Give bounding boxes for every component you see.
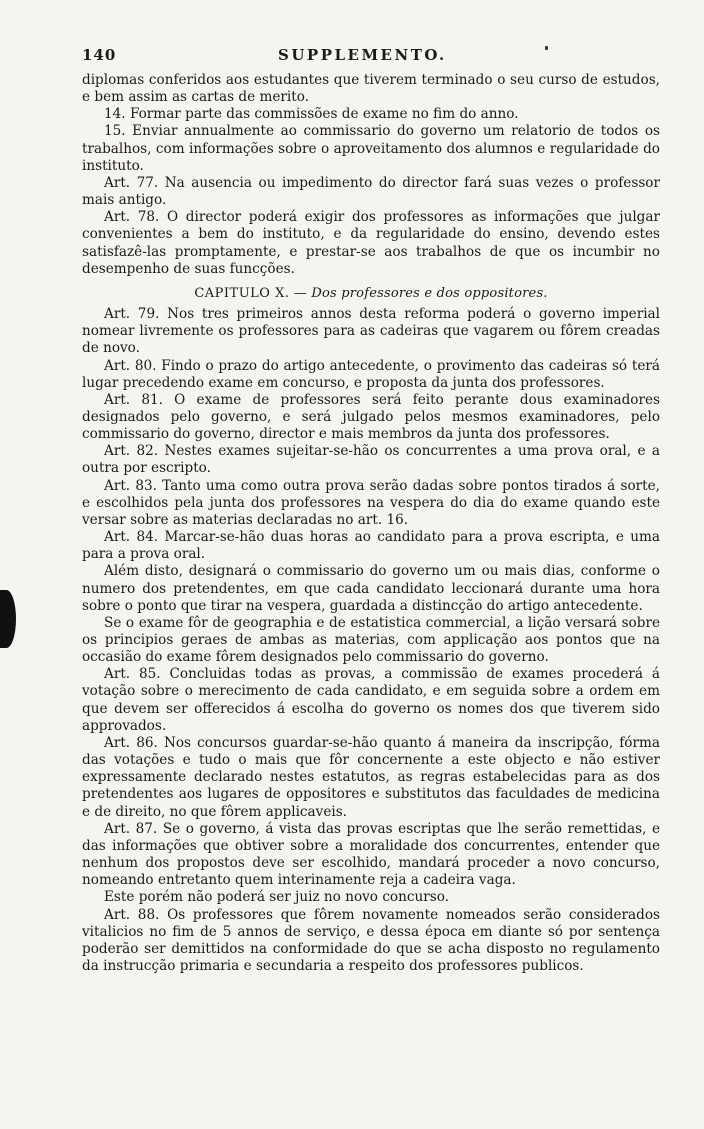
paragraph: 15. Enviar annualmente ao commissario do governo um relatorio de todos os trabalhos, com informações sobre o aproveitamento dos alumnos e regularidade do instituto. (82, 123, 660, 174)
article-82: Art. 82. Nestes exames sujeitar-se-hão os concurrentes a uma prova oral, e a outra por escripto. (82, 443, 660, 477)
article-77: Art. 77. Na ausencia ou impedimento do director fará suas vezes o professor mais antigo. (82, 174, 660, 209)
paragraph: Este porém não poderá ser juiz no novo concurso. (104, 889, 449, 906)
paragraph: 14. Formar parte das commissões de exame no fim do anno. (104, 106, 519, 123)
article-85: Art. 85. Concluidas todas as provas, a commissão de exames procederá á votação sobre o merecimento de cada candidato, e em seguida sobre a ordem em que devem ser offerecidos á escolha do governo os nomes dos que tiverem sido approvados. (82, 666, 660, 734)
article-84: Art. 84. Marcar-se-hão duas horas ao candidato para a prova escripta, e uma para a prova oral. (82, 529, 660, 563)
article-83: Art. 83. Tanto uma como outra prova serão dadas sobre pontos tirados á sorte, e escolhidos pela junta dos professores na vespera do dia do exame quando este versar sobre as materias declaradas no art. 16. (82, 477, 660, 528)
paragraph: Se o exame fôr de geographia e de estatistica commercial, a lição versará sobre os principios geraes de ambas as materias, com applicação aos pontos que na occasião do exame fôrem designados pelo commissario do governo. (82, 614, 660, 666)
article-86: Art. 86. Nos concursos guardar-se-hão quanto á maneira da inscripção, fórma das votações e tudo o mais que fôr concernente a este objecto e não estiver expressamente declarado nestes estatutos, as regras estabelecidas para as dos pretendentes aos lugares de oppositores e substitutos das faculdades de medicina e de direito, no que fôrem applicaveis. (82, 734, 660, 820)
article-79: Art. 79. Nos tres primeiros annos desta reforma poderá o governo imperial nomear livremente os professores para as cadeiras que vagarem ou fôrem creadas de novo. (82, 306, 660, 357)
book-page (82, 46, 660, 975)
chapter-dash: — (293, 285, 308, 301)
chapter-heading (82, 285, 660, 302)
page-header (82, 46, 660, 70)
chapter-title: Dos professores e dos oppositores. (311, 285, 548, 301)
article-87: Art. 87. Se o governo, á vista das provas escriptas que lhe serão remettidas, e das informações que obtiver sobre a moralidade dos concurrentes, entender que nenhum dos propostos deve ser escolhido, mandará proceder a novo concurso, nomeando entretanto quem interinamente reja a cadeira vaga. (82, 820, 660, 889)
paragraph-continued: diplomas conferidos aos estudantes que tiverem terminado o seu curso de estudos, e bem assim as cartas de merito. (82, 72, 660, 106)
running-head: SUPPLEMENTO. (278, 46, 447, 64)
ink-blot-margin (0, 590, 16, 648)
article-81: Art. 81. O exame de professores será feito perante dous examinadores designados pelo governo, e será julgado pelos mesmos examinadores, pelo commissario do governo, director e mais membros da junta dos professores. (82, 391, 660, 443)
article-78: Art. 78. O director poderá exigir dos professores as informações que julgar convenientes a bem do instituto, e da regularidade do ensino, devendo estes satisfazê-las promptamente, e prestar-se aos trabalhos de que os incumbir no desempenho de suas funcções. (82, 209, 660, 277)
article-88: Art. 88. Os professores que fôrem novamente nomeados serão considerados vitalicios no fim de 5 annos de serviço, e dessa época em diante só por sentença poderão ser demittidos na conformidade do que se acha disposto no regulamento da instrucção primaria e secundaria a respeito dos professores publicos. (82, 906, 660, 974)
body-text (82, 72, 660, 975)
page-number: 140 (82, 46, 117, 64)
chapter-label: CAPITULO X. (194, 285, 290, 301)
paragraph: Além disto, designará o commissario do governo um ou mais dias, conforme o numero dos pretendentes, em que cada candidato leccionará durante uma hora sobre o ponto que tirar na vespera, guardada a distincção do artigo antecedente. (82, 563, 660, 614)
article-80: Art. 80. Findo o prazo do artigo antecedente, o provimento das cadeiras só terá lugar precedendo exame em concurso, e proposta da junta dos professores. (82, 357, 660, 391)
